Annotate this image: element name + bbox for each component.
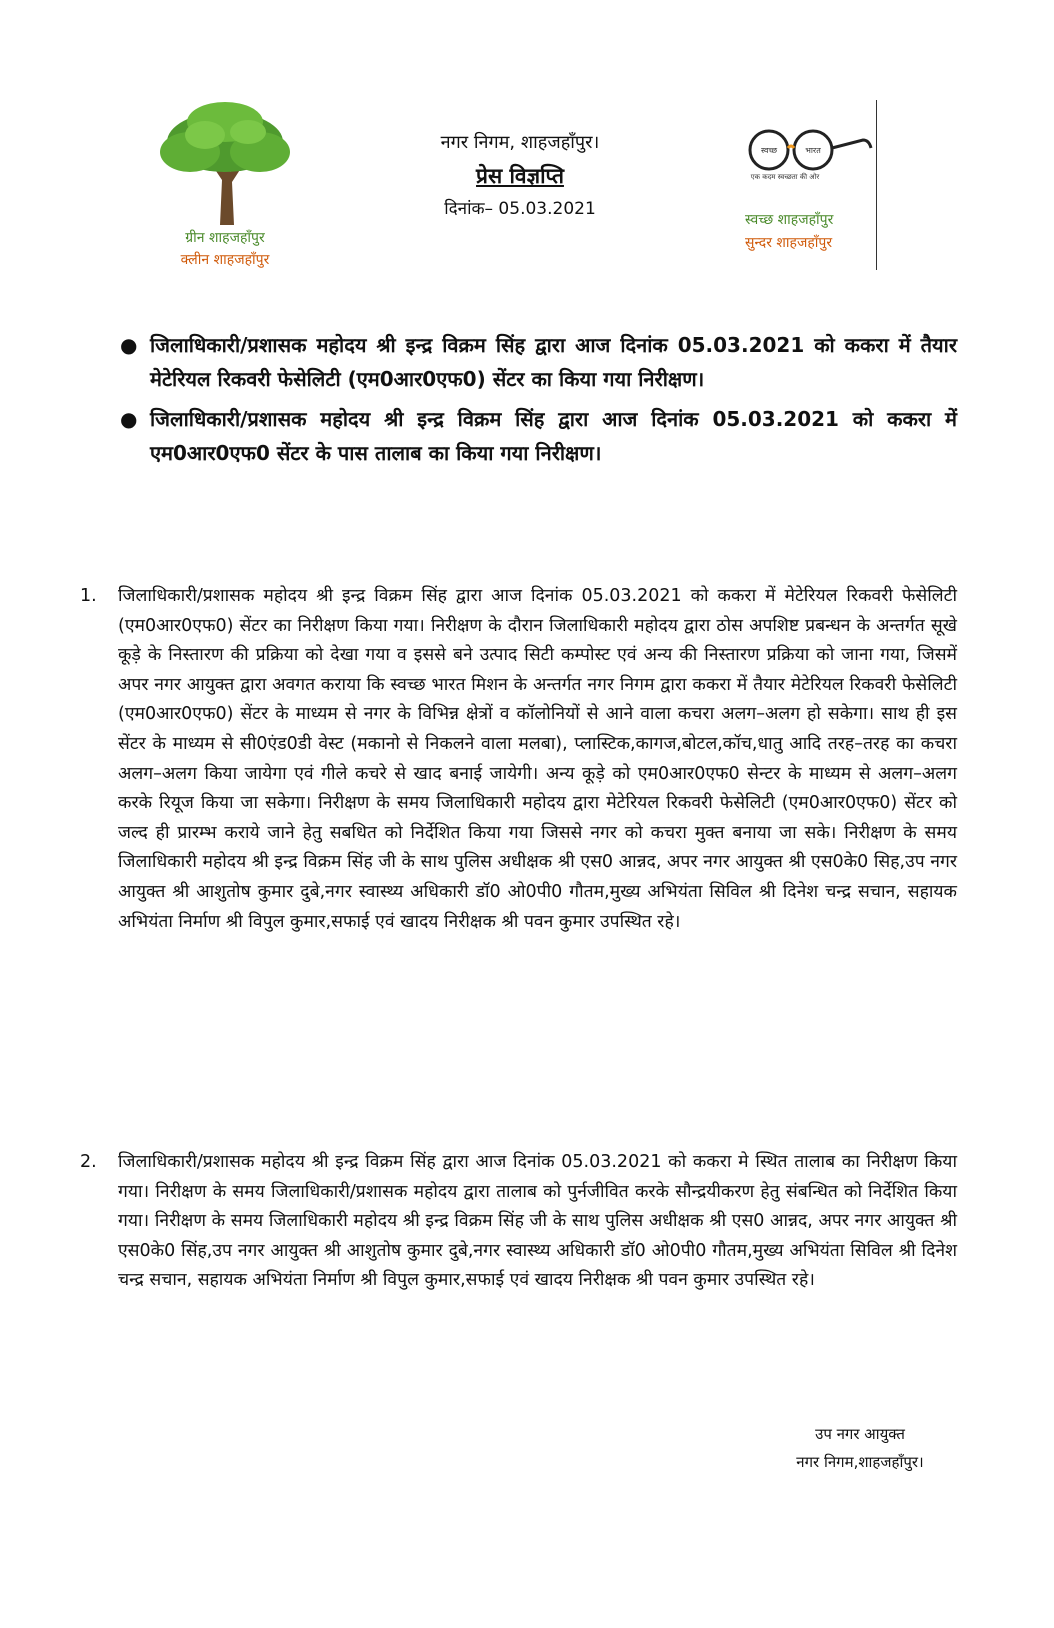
right-logo-caption-2: सुन्दर शाहजहाँपुर: [745, 235, 833, 251]
paragraph: [80, 1148, 957, 1296]
highlight-item: [112, 328, 957, 396]
header-divider: [876, 100, 877, 270]
glasses-right-label: भारत: [805, 146, 821, 155]
glasses-left-label: स्वच्छ: [760, 146, 778, 155]
glasses-icon: [745, 128, 875, 173]
highlight-text: जिलाधिकारी/प्रशासक महोदय श्री इन्द्र विक्रम सिंह द्वारा आज दिनांक 05.03.2021 को ककरा में तैयार मेटेरियल रिकवरी फेसेलिटी (एम0आर0एफ0) सेंटर का किया गया निरीक्षण।: [150, 333, 957, 391]
highlight-text: जिलाधिकारी/प्रशासक महोदय श्री इन्द्र विक्रम सिंह द्वारा आज दिनांक 05.03.2021 को ककरा में एम0आर0एफ0 सेंटर के पास तालाब का किया गया निरीक्षण।: [150, 407, 957, 465]
left-logo-caption-1: ग्रीन शाहजहाँपुर: [185, 230, 265, 246]
highlights-list: [112, 328, 957, 476]
paragraph-text: जिलाधिकारी/प्रशासक महोदय श्री इन्द्र विक्रम सिंह द्वारा आज दिनांक 05.03.2021 को ककरा में मेटेरियल रिकवरी फेसेलिटी (एम0आर0एफ0) सेंटर का निरीक्षण किया गया। निरीक्षण के दौरान जिलाधिकारी महोदय द्वारा ठोस अपशिष्ट प्रबन्धन के अन्तर्गत सूखे कूड़े के निस्तारण की प्रक्रिया को देखा गया व इससे बने उत्पाद सिटी कम्पोस्ट एवं अन्य की निस्तारण प्रक्रिया को जाना गया, जिसमें अपर नगर आयुक्त द्वारा अवगत कराया कि स्वच्छ भारत मिशन के अन्तर्गत नगर निगम द्वारा ककरा में तैयार मेटेरियल रिकवरी फेसेलिटी (एम0आर0एफ0) सेंटर के माध्यम से नगर के विभिन्न क्षेत्रों व कॉलोनियों से आने वाला कचरा अलग–अलग हो सकेगा। साथ ही इस सेंटर के माध्यम से सी0एंड0डी वेस्ट (मकानो से निकलने वाला मलबा), प्लास्टिक,कागज,बोटल,कॉच,धातु आदि तरह–तरह का कचरा अलग–अलग किया जायेगा एवं गीले कचरे से खाद बनाई जायेगी। अन्य कूड़े को एम0आर0एफ0 सेन्टर के माध्यम से अलग–अलग करके रियूज किया जा सकेगा। निरीक्षण के समय जिलाधिकारी महोदय द्वारा मेटेरियल रिकवरी फेसेलिटी (एम0आर0एफ0) सेंटर को जल्द ही प्रारम्भ कराये जाने हेतु सबधित को निर्देशित किया गया जिससे नगर को कचरा मुक्त बनाया जा सके। निरीक्षण के समय जिलाधिकारी महोदय श्री इन्द्र विक्रम सिंह जी के साथ पुलिस अधीक्षक श्री एस0 आन्नद, अपर नगर आयुक्त श्री एस0के0 सिह,उप नगर आयुक्त श्री आशुतोष कुमार दुबे,नगर स्वास्थ्य अधिकारी डॉ0 ओ0पी0 गौतम,मुख्य अभियंता सिविल श्री दिनेश चन्द्र सचान, सहायक अभियंता निर्माण श्री विपुल कुमार,सफाई एवं खादय निरीक्षक श्री पवन कुमार उपस्थित रहे।: [118, 586, 957, 932]
signature-designation: उप नगर आयुक्त: [815, 1425, 905, 1443]
swachh-tagline: एक कदम स्वच्छता की ओर: [750, 173, 820, 181]
swachh-bharat-logo: [740, 100, 880, 270]
highlight-item: [112, 402, 957, 470]
paragraph-text: जिलाधिकारी/प्रशासक महोदय श्री इन्द्र विक्रम सिंह द्वारा आज दिनांक 05.03.2021 को ककरा मे स्थित तालाब का निरीक्षण किया गया। निरीक्षण के समय जिलाधिकारी/प्रशासक महोदय द्वारा तालाब को पुर्नजीवित करके सौन्द्रयीकरण हेतु संबन्धित को निर्देशित किया गया। निरीक्षण के समय जिलाधिकारी महोदय श्री इन्द्र विक्रम सिंह जी के साथ पुलिस अधीक्षक श्री एस0 आन्नद, अपर नगर आयुक्त श्री एस0के0 सिंह,उप नगर आयुक्त श्री आशुतोष कुमार दुबे,नगर स्वास्थ्य अधिकारी डॉ0 ओ0पी0 गौतम,मुख्य अभियंता सिविल श्री दिनेश चन्द्र सचान, सहायक अभियंता निर्माण श्री विपुल कुमार,सफाई एवं खादय निरीक्षक श्री पवन कुमार उपस्थित रहे।: [118, 1152, 957, 1291]
tree-icon: [150, 100, 300, 225]
document-header: [380, 130, 660, 219]
left-logo-caption-2: क्लीन शाहजहाँपुर: [180, 252, 270, 268]
paragraph-number: 1.: [80, 586, 97, 606]
right-logo-caption-1: स्वच्छ शाहजहाँपुर: [745, 212, 834, 228]
paragraph: [80, 582, 957, 937]
green-shahjahanpur-logo: [150, 100, 300, 275]
signature-office: नगर निगम,शाहजहाँपुर।: [796, 1453, 924, 1471]
bullet-icon: ●: [120, 333, 138, 357]
org-name: नगर निगम, शाहजहाँपुर।: [440, 132, 600, 153]
document-date: दिनांक– 05.03.2021: [444, 199, 596, 219]
paragraph-number: 2.: [80, 1152, 97, 1172]
page-title: प्रेस विज्ञप्ति: [476, 164, 564, 188]
signature-block: [770, 1420, 950, 1476]
bullet-icon: ●: [120, 407, 138, 431]
